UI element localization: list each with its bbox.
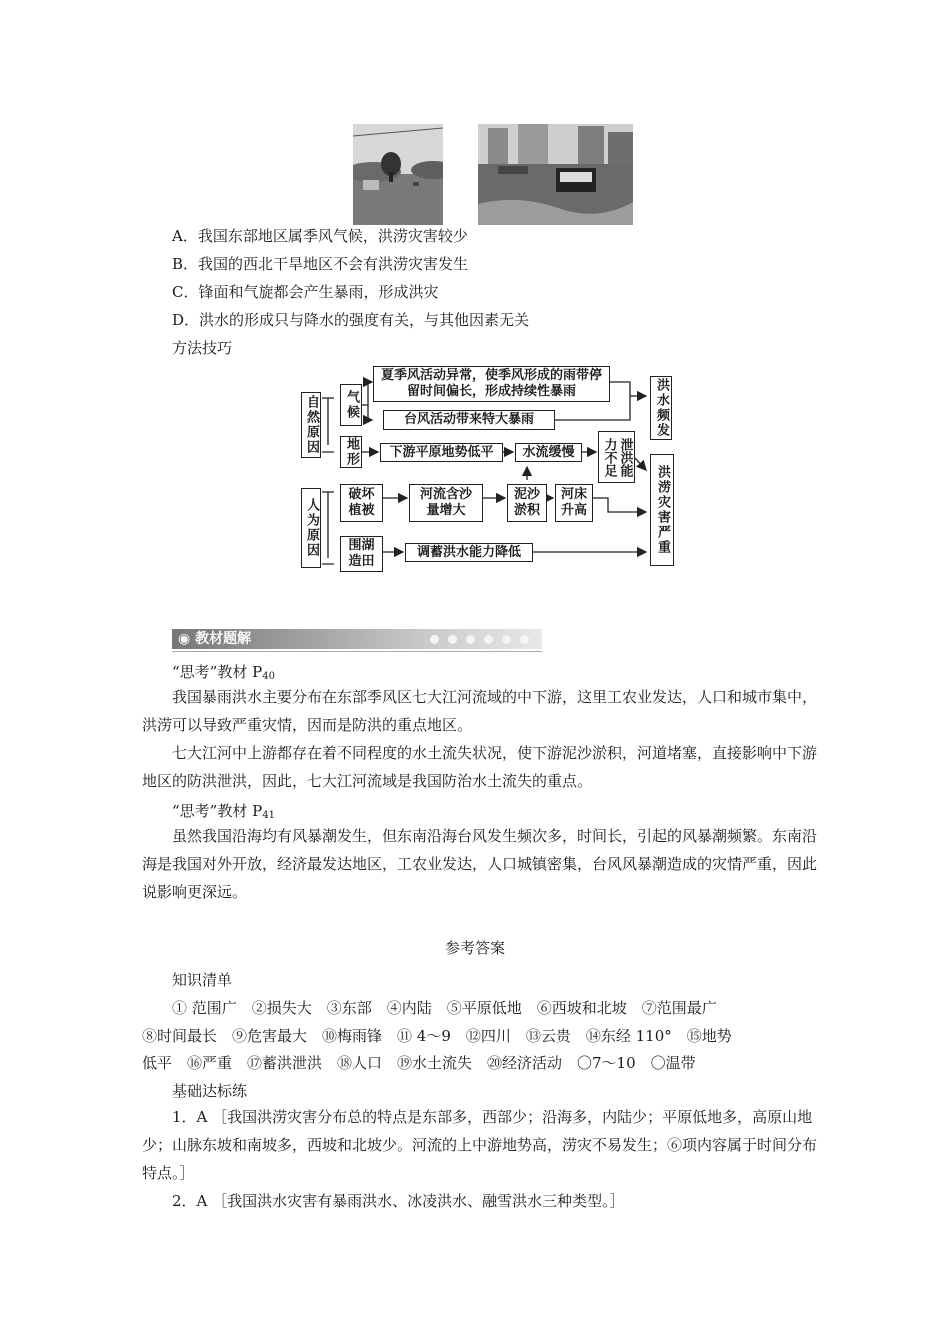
flood-street-image <box>478 124 633 225</box>
human-causes-box: 人为原因 <box>301 488 321 568</box>
banner-underline <box>172 651 542 652</box>
typhoon-box: 台风活动带来特大暴雨 <box>383 410 555 430</box>
banner-dot <box>520 635 529 644</box>
answers-title: 参考答案 <box>444 939 505 957</box>
banner-dot <box>430 635 439 644</box>
drain-insufficient-box: 泄洪能力不足 <box>598 431 635 483</box>
option-c: C．锋面和气旋都会产生暴雨，形成洪灾 <box>172 283 439 301</box>
answer-2: 2．A ［我国洪水灾害有暴雨洪水、冰凌洪水、融雪洪水三种类型。］ <box>172 1192 625 1210</box>
banner-dot <box>448 635 457 644</box>
think1-heading <box>172 662 275 685</box>
think1-page: 40 <box>262 671 275 682</box>
climate-box: 气候 <box>340 384 362 426</box>
storage-decrease-box: 调蓄洪水能力降低 <box>405 543 533 562</box>
reclaim-box: 围湖造田 <box>340 536 383 572</box>
think1-paragraph-1: 我国暴雨洪水主要分布在东部季风区七大江河流域的中下游，这里工农业发达，人口和城市集中，洪涝可以导致严重灾情，因而是防洪的重点地区。 <box>142 688 818 734</box>
think2-label: “思考”教材 P <box>172 802 263 820</box>
knowledge-line-3: 低平 ⑯严重 ⑰蓄洪泄洪 ⑱人口 ⑲水土流失 ⑳经济活动 〇7～10 〇温带 <box>142 1054 696 1072</box>
banner-label: ◉ 教材题解 <box>178 631 252 647</box>
flood-village-photo <box>353 124 443 225</box>
think2-heading <box>172 801 275 824</box>
sediment-increase-box: 河流含沙量增大 <box>409 484 483 522</box>
diagram-arrows <box>0 0 950 600</box>
banner-dot <box>484 635 493 644</box>
terrain-box: 地形 <box>340 436 362 468</box>
flood-serious-box: 洪涝灾害严重 <box>650 454 674 566</box>
destroy-vegetation-box: 破坏植被 <box>340 484 383 522</box>
think1-paragraph-2: 七大江河中上游都存在着不同程度的水土流失状况，使下游泥沙淤积，河道堵塞，直接影响中下游地区的防洪泄洪，因此，七大江河流域是我国防治水土流失的重点。 <box>142 744 818 790</box>
knowledge-line-1: ① 范围广 ②损失大 ③东部 ④内陆 ⑤平原低地 ⑥西坡和北坡 ⑦范围最广 <box>172 999 717 1017</box>
section-banner <box>172 629 542 649</box>
monsoon-box: 夏季风活动异常，使季风形成的雨带停留时间偏长，形成持续性暴雨 <box>373 366 610 402</box>
basic-heading: 基础达标练 <box>172 1082 248 1100</box>
silt-box: 泥沙淤积 <box>507 484 547 522</box>
natural-causes-box: 自然原因 <box>301 392 321 458</box>
knowledge-heading: 知识清单 <box>172 971 233 989</box>
think2-paragraph: 虽然我国沿海均有风暴潮发生，但东南沿海台风发生频次多，时间长，引起的风暴潮频繁。东南沿海是我国对外开放，经济最发达地区，工农业发达，人口城镇密集，台风风暴潮造成的灾情严重，因此说影响更深远。 <box>142 827 818 901</box>
riverbed-rise-box: 河床升高 <box>555 484 593 522</box>
slow-flow-box: 水流缓慢 <box>515 443 582 462</box>
flood-frequent-box: 洪水频发 <box>650 376 672 440</box>
option-d: D．洪水的形成只与降水的强度有关，与其他因素无关 <box>172 311 530 329</box>
answer-1: 1．A ［我国洪涝灾害分布总的特点是东部多，西部少；沿海多，内陆少；平原低地多，高原山地少；山脉东坡和南坡多，西坡和北坡少。河流的上中游地势高，涝灾不易发生；⑥项内容属于时间分布特点。］ <box>142 1108 818 1182</box>
think2-page: 41 <box>262 810 275 821</box>
flood-street-photo <box>478 124 633 225</box>
lowland-box: 下游平原地势低平 <box>380 443 503 462</box>
knowledge-line-2: ⑧时间最长 ⑨危害最大 ⑩梅雨锋 ⑪ 4～9 ⑫四川 ⑬云贵 ⑭东经 110° ⑮地势 <box>142 1027 732 1045</box>
flood-village-image <box>353 124 443 225</box>
option-a: A．我国东部地区属季风气候，洪涝灾害较少 <box>172 227 468 245</box>
banner-dot <box>502 635 511 644</box>
think1-label: “思考”教材 P <box>172 663 263 681</box>
option-b: B．我国的西北干旱地区不会有洪涝灾害发生 <box>172 255 469 273</box>
banner-dot <box>466 635 475 644</box>
method-heading: 方法技巧 <box>172 339 233 357</box>
